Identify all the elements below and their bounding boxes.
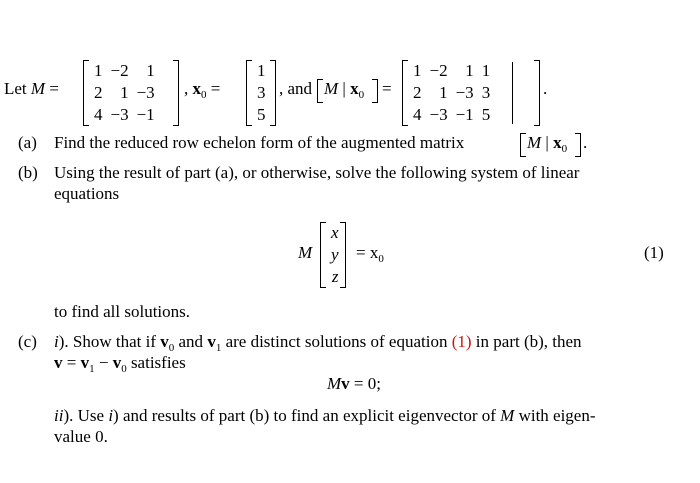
- matrix-m-cell: 2: [94, 83, 103, 102]
- augmented-matrix-cell: 4: [413, 105, 422, 124]
- augmented-matrix-cell: −1: [455, 105, 474, 124]
- matrix-m-cell: −1: [136, 105, 155, 124]
- x0-label: , $x_0$ =: [184, 79, 221, 101]
- and-augmented-label: , and: [279, 79, 313, 98]
- vector-xyz: [320, 222, 346, 288]
- augmented-matrix-cell: 1: [413, 61, 422, 80]
- augmented-matrix: [402, 60, 540, 126]
- vector-xyz-cell: y: [331, 245, 339, 264]
- matrix-m-cell: −2: [110, 61, 129, 80]
- part-b-line2: equations: [54, 184, 120, 203]
- augmented-symbol: M | $x_0$: [324, 79, 365, 101]
- vector-x0: [246, 60, 276, 126]
- eq1-M: M: [298, 243, 313, 262]
- augmented-matrix-row: [409, 82, 494, 104]
- augmented-matrix-cell: 5: [481, 105, 491, 124]
- part-c-ii-line1: ii). Use i) and results of part (b) to find an explicit eigenvector of M with eigen-: [54, 406, 596, 425]
- augmented-matrix-cell: 1: [439, 83, 448, 102]
- vector-x0-row: [253, 104, 270, 126]
- augmented-matrix-cell: −3: [429, 105, 448, 124]
- part-a-text: Find the reduced row echelon form of the augmented matrix: [54, 133, 465, 152]
- augmented-matrix-cell: 1: [465, 61, 474, 80]
- preamble-period: .: [543, 79, 548, 98]
- matrix-m-cell: −3: [110, 105, 129, 124]
- vector-xyz-cell: x: [331, 223, 339, 242]
- vector-x0-cell: 3: [257, 83, 266, 102]
- vector-x0-cell: 5: [257, 105, 266, 124]
- vector-x0-row: [253, 60, 270, 82]
- matrix-m-cell: 4: [94, 105, 103, 124]
- part-c-line1: i). Show that if $v_0$ and $v_1$ are distinct solutions of equation (1) in part (b), then: [54, 332, 582, 354]
- vector-xyz-row: [327, 222, 343, 244]
- augmented-matrix-cell: −3: [455, 83, 474, 102]
- matrix-m-row: [90, 104, 159, 126]
- augmented-matrix-row: [409, 104, 494, 126]
- vector-x0-cell: 1: [257, 61, 266, 80]
- let-text: Let M =: [4, 79, 59, 98]
- part-b-after: to find all solutions.: [54, 302, 190, 321]
- part-a-label: (a): [18, 133, 37, 152]
- part-b-label: (b): [18, 163, 38, 182]
- vector-xyz-cell: z: [331, 267, 339, 286]
- augmented-matrix-cell: 1: [481, 61, 491, 80]
- part-a-aug: M | $x_0$: [527, 133, 568, 155]
- augmented-matrix-cell: 3: [481, 83, 491, 102]
- vector-xyz-row: [327, 244, 343, 266]
- part-c-label: (c): [18, 332, 37, 351]
- augmented-matrix-row: [409, 60, 494, 82]
- aug-eq: =: [382, 79, 392, 98]
- matrix-m-cell: 1: [94, 61, 103, 80]
- vector-x0-row: [253, 82, 270, 104]
- part-a-period: .: [583, 133, 588, 152]
- matrix-m: [83, 60, 179, 126]
- augmented-matrix-cell: −2: [429, 61, 448, 80]
- part-c-line2: $v = v_1 - v_0$ satisfies: [54, 353, 186, 375]
- part-c-ii-line2: value 0.: [54, 427, 108, 446]
- matrix-m-cell: 1: [146, 61, 155, 80]
- vector-xyz-row: [327, 266, 343, 288]
- eq1-number: (1): [644, 243, 664, 262]
- matrix-m-cell: 1: [120, 83, 129, 102]
- matrix-m-row: [90, 82, 159, 104]
- augmented-matrix-cell: 2: [413, 83, 422, 102]
- matrix-m-row: [90, 60, 159, 82]
- matrix-m-cell: −3: [136, 83, 155, 102]
- eq1-rhs: = $x_0$: [356, 243, 384, 265]
- equation-ref-link[interactable]: (1): [451, 332, 472, 351]
- part-b-line1: Using the result of part (a), or otherwise, solve the following system of linear: [54, 163, 580, 182]
- part-c-center-eq: Mv = 0;: [327, 374, 381, 393]
